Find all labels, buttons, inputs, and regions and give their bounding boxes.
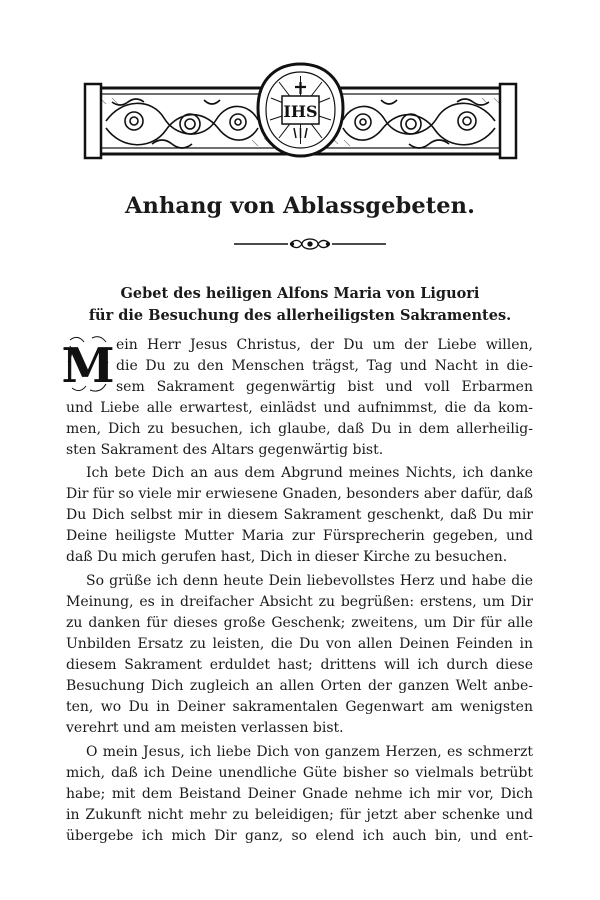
ihs-ornamental-headpiece [82,58,519,166]
text-line: daß Du mich gerufen hast, Dich in dieser Kirche zu besuchen. [66,549,508,565]
text-line: mich, daß ich Deine unendliche Güte bisher so vielmals betrübt [66,765,533,781]
ihs-monogram: IHS [283,102,318,121]
text-line: ein Herr Jesus Christus, der Du um der Liebe willen, [116,337,533,353]
prayer-heading-line-2: für die Besuchung des allerheiligsten Sakramentes. [88,307,512,324]
text-line: diesem Sakrament erduldet hast; drittens will ich durch diese [66,657,533,673]
text-line: übergebe ich mich Dir ganz, so elend ich auch bin, und ent- [66,828,533,844]
text-line: verehrt und am meisten verlassen bist. [66,720,344,736]
drop-cap-letter: M [61,338,115,394]
text-line: habe; mit dem Beistand Deiner Gnade nehme ich mir vor, Dich [66,786,533,802]
page-title: Anhang von Ablassgebeten. [124,193,476,219]
ornamental-divider [232,234,388,254]
text-line: ten, wo Du in Deiner sakramentalen Gegenwart am wenigsten [66,699,533,715]
decorative-initial-m [61,332,115,394]
text-line: in Zukunft nicht mehr zu beleidigen; für jetzt aber schenke und [66,807,533,823]
text-line: Du Dich selbst mir in diesem Sakrament geschenkt, daß Du mir [66,507,533,523]
text-line: die Du zu den Menschen trägst, Tag und Nacht in die- [116,358,533,374]
text-line: So grüße ich denn heute Dein liebevollstes Herz und habe die [86,573,533,589]
text-line: Deine heiligste Mutter Maria zur Fürsprecherin gegeben, und [66,528,533,544]
text-line: sem Sakrament gegenwärtig bist und voll Erbarmen [116,379,533,395]
text-line: zu danken für dieses große Geschenk; zweitens, um Dir für alle [66,615,533,631]
text-line: Dir für so viele mir erwiesene Gnaden, besonders aber dafür, daß [66,486,533,502]
prayer-heading-line-1: Gebet des heiligen Alfons Maria von Liguori [120,285,480,302]
text-line: und Liebe alle erwartest, einlädst und aufnimmst, die da kom- [66,400,533,416]
text-line: Ich bete Dich an aus dem Abgrund meines Nichts, ich danke [86,465,533,481]
text-line: Unbilden Ersatz zu leisten, die Du von allen Deinen Feinden in [66,636,533,652]
text-line: Besuchung Dich zugleich an allen Orten der ganzen Welt anbe- [66,678,533,694]
text-line: Meinung, es in dreifacher Absicht zu begrüßen: erstens, um Dir [66,594,533,610]
text-line: men, Dich zu besuchen, ich glaube, daß Du in dem allerheilig- [66,421,533,437]
text-line: sten Sakrament des Altars gegenwärtig bist. [66,442,384,458]
text-line: O mein Jesus, ich liebe Dich von ganzem Herzen, es schmerzt [86,744,533,760]
